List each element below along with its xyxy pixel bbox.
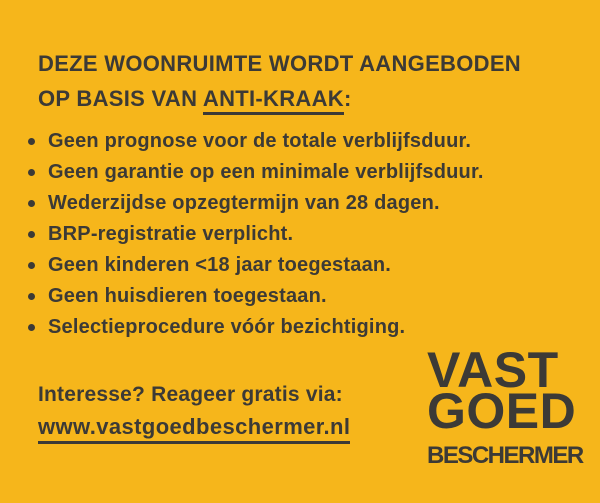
bullet-dot-icon: [28, 169, 35, 176]
heading-line-1-text: DEZE WOONRUIMTE WORDT AANGEBODEN: [38, 51, 521, 76]
bullet-dot-icon: [28, 293, 35, 300]
heading-line-2-prefix: OP BASIS VAN: [38, 86, 203, 111]
list-item-text: BRP-registratie verplicht.: [48, 223, 294, 245]
list-item-text: Selectieprocedure vóór bezichtiging.: [48, 316, 406, 338]
list-item-text: Geen garantie op een minimale verblijfsduur.: [48, 161, 484, 183]
list-item: [28, 250, 484, 281]
heading-line-2: [38, 81, 521, 116]
list-item-text: Geen huisdieren toegestaan.: [48, 285, 327, 307]
conditions-list: [28, 126, 484, 343]
list-item: [28, 126, 484, 157]
heading-line-1: [38, 46, 521, 81]
vastgoedbeschermer-logo: [427, 342, 583, 469]
logo-line-goed: GOED: [427, 383, 577, 439]
website-url-text: www.vastgoedbeschermer.nl: [38, 414, 350, 444]
list-item-text: Geen prognose voor de totale verblijfsduur.: [48, 130, 472, 152]
list-item: [28, 281, 484, 312]
heading-line-2-suffix: :: [343, 86, 352, 111]
bullet-dot-icon: [28, 262, 35, 269]
bullet-dot-icon: [28, 200, 35, 207]
bullet-dot-icon: [28, 324, 35, 331]
list-item-text: Wederzijdse opzegtermijn van 28 dagen.: [48, 192, 440, 214]
list-item: [28, 188, 484, 219]
list-item: [28, 157, 484, 188]
poster-heading: [38, 46, 521, 116]
logo-line-beschermer: BESCHERMER: [427, 442, 583, 469]
list-item-text: Geen kinderen <18 jaar toegestaan.: [48, 254, 392, 276]
list-item: [28, 219, 484, 250]
logo-line-vast: VAST: [427, 342, 559, 398]
bullet-dot-icon: [28, 231, 35, 238]
interest-cta-text: Interesse? Reageer gratis via:: [38, 383, 343, 406]
list-item: [28, 312, 484, 343]
bullet-dot-icon: [28, 138, 35, 145]
heading-anti-kraak-underlined: ANTI-KRAAK: [203, 86, 344, 115]
